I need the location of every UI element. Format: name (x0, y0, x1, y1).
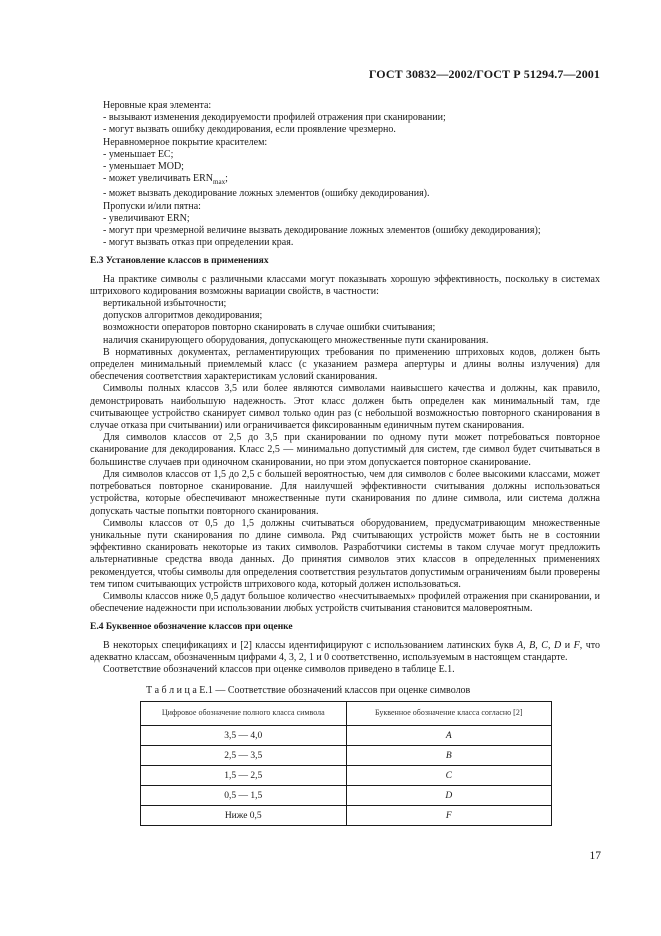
text-line: - уменьшает MOD; (103, 161, 184, 173)
section-heading-e3: Е.3 Установление классов в применениях (90, 256, 269, 267)
table-row (141, 726, 552, 746)
paragraph: В нормативных документах, регламентирующих требования по применению штриховых кодов, должен быть определен минимальный приемлемый класс (с указанием размера апертуры и длины волны излучения) для обеспечения соответствия характеристикам условий сканирования. (90, 346, 600, 383)
table-cell: F (346, 806, 552, 826)
table-row (141, 766, 552, 786)
table-cell: A (346, 726, 552, 746)
text-line: - увеличивают ERN; (103, 212, 190, 224)
table-cell: C (346, 766, 552, 786)
table-cell: B (346, 746, 552, 766)
column-header: Буквенное обозначение класса согласно [2] (346, 702, 552, 726)
table-cell: D (346, 786, 552, 806)
text-line: Пропуски и/или пятна: (103, 200, 201, 212)
text-line: - может вызвать декодирование ложных элементов (ошибку декодирования). (103, 188, 430, 200)
text-line: - могут при чрезмерной величине вызвать декодирование ложных элементов (ошибку декодирования); (103, 225, 541, 237)
list-item: наличия сканирующего оборудования, допускающего множественные пути сканирования. (103, 334, 489, 346)
ern-line: - может увеличивать $ERN_{max}$; (103, 173, 228, 187)
table-row (141, 786, 552, 806)
paragraph: Для символов классов от 2,5 до 3,5 при сканировании по одному пути может потребоваться повторное сканирование для декодирования. Класс 2,5 — минимально допустимый для систем, где символ будет считываться в большинстве случаев при одиночном сканировании, но при этом допускается повторное сканирование. (90, 432, 600, 468)
text-line: - уменьшает EC; (103, 148, 174, 160)
text-line: - вызывают изменения декодируемости профилей отражения при сканировании; (103, 112, 446, 124)
document-header: ГОСТ 30832—2002/ГОСТ Р 51294.7—2001 (368, 67, 600, 81)
text-line: Неравномерное покрытие красителем: (103, 136, 268, 148)
paragraph: В некоторых спецификациях и [2] классы идентифицируют с использованием латинских букв A, B, C, D и F, что адекватно классам, обозначенным цифрами 4, 3, 2, 1 и 0 соответственно, используемым в настоящем стандарте. (90, 639, 600, 663)
table-cell: 2,5 — 3,5 (141, 746, 347, 766)
paragraph: Символы классов от 0,5 до 1,5 должны считываться оборудованием, предусматривающим множественные уникальные пути сканирования по длине символа. Ряд считывающих устройств может быть не в состоянии эффективно сканировать некоторые из таких символов. Разработчики системы в таком случае могут предложить альтернативные средства ввода данных. До принятия символов этих классов в определенных применениях рекомендуется, чтобы символы для определения соответствия результатов допустимым ограничениям были проверены тем типом считывающих устройств штрихового кода, который должен использоваться. (90, 517, 600, 590)
paragraph: Для символов классов от 1,5 до 2,5 с большей вероятностью, чем для символов с более высокими классами, может потребоваться повторное сканирование. Для наилучшей эффективности считывания должны использоваться устройства, которые обеспечивают множественные пути сканирования по длине символа, или система должна допускать частые попытки повторного сканирования. (90, 468, 600, 517)
paragraph: На практике символы с различными классами могут показывать хорошую эффективность, поскольку в системах штрихового кодирования возможны вариации свойств, в частности: (90, 273, 600, 297)
table-row (141, 746, 552, 766)
list-item: возможности операторов повторно сканировать в случае ошибки считывания; (103, 322, 436, 334)
paragraph: Соответствие обозначений классов при оценке символов приведено в таблице Е.1. (103, 663, 455, 675)
text-line: Неровные края элемента: (103, 100, 212, 111)
section-heading-e4: Е.4 Буквенное обозначение классов при оценке (90, 622, 293, 633)
table-cell: 1,5 — 2,5 (141, 766, 347, 786)
list-item: допусков алгоритмов декодирования; (103, 310, 263, 322)
page-number: 17 (589, 850, 601, 862)
paragraph: Символы классов ниже 0,5 дадут большое количество «несчитываемых» профилей отражения при сканировании, и обеспечение надежности при использовании любых устройств считывания становится маловероятным. (90, 590, 600, 615)
document-body (90, 100, 600, 826)
table-header-row (141, 702, 552, 726)
table-cell: 3,5 — 4,0 (141, 726, 347, 746)
paragraph: Символы полных классов 3,5 или более являются символами наивысшего качества и должны, как правило, демонстрировать наибольшую надежность. Этот класс должен быть определен как минимальный там, где считывающее устройство сканирует символ только один раз (с небольшой возможностью повторного сканирования в случае отказа при считывании) или ограничивается фиксированным единичным путем сканирования. (90, 383, 600, 432)
text-line: - могут вызвать ошибку декодирования, если проявление чрезмерно. (103, 124, 396, 136)
table-cell: Ниже 0,5 (141, 806, 347, 826)
column-header: Цифровое обозначение полного класса символа (141, 702, 347, 726)
defects-list-a (90, 100, 600, 249)
table-row (141, 806, 552, 826)
table-caption: Т а б л и ц а Е.1 — Соответствие обозначений классов при оценке символов (146, 685, 471, 697)
table-cell: 0,5 — 1,5 (141, 786, 347, 806)
text-line: - могут вызвать отказ при определении края. (103, 237, 294, 249)
class-correspondence-table (140, 701, 552, 826)
list-item: вертикальной избыточности; (103, 298, 227, 310)
